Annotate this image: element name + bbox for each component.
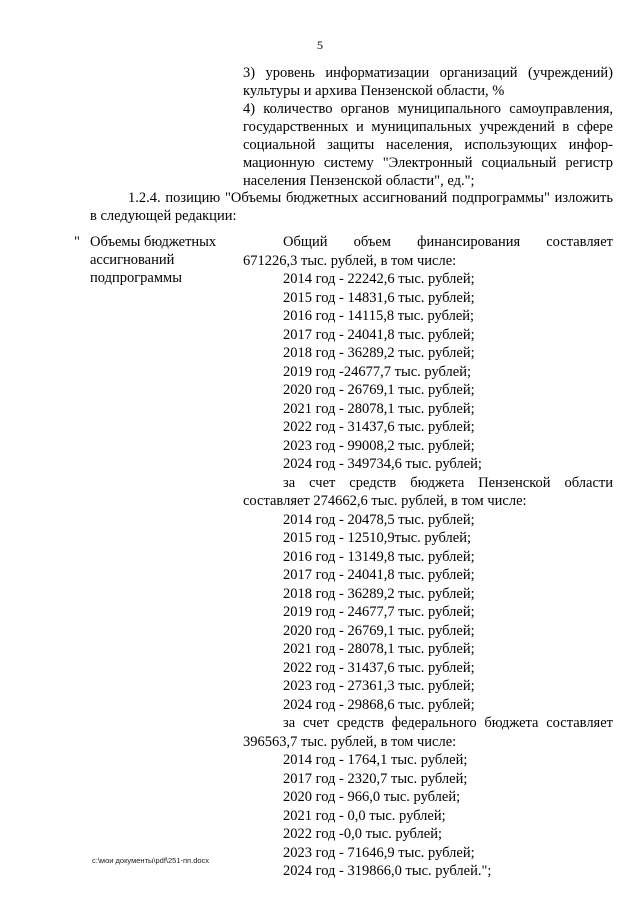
funding-line: 2024 год - 349734,6 тыс. рублей; xyxy=(283,456,482,472)
intro-line: государственных и муниципальных учреждений в сфере xyxy=(243,119,613,135)
funding-line: 2022 год - 31437,6 тыс. рублей; xyxy=(283,419,475,435)
footer-file-path: c:\мои документы\pdf\251-пп.docx xyxy=(92,856,210,865)
funding-line: 2014 год - 1764,1 тыс. рублей; xyxy=(283,752,468,768)
funding-line: за счет средств федерального бюджета составляет xyxy=(283,715,613,731)
funding-line: 2016 год - 13149,8 тыс. рублей; xyxy=(283,548,475,565)
intro-line: социальной защиты населения, использующих инфор- xyxy=(243,137,613,153)
funding-line: 2021 год - 0,0 тыс. рублей; xyxy=(283,807,446,824)
amendment-paragraph xyxy=(90,189,613,225)
intro-line: населения Пензенской области", ед."; xyxy=(243,173,475,189)
funding-line: 396563,7 тыс. рублей, в том числе: xyxy=(243,733,457,750)
intro-line: мационную систему "Электронный социальный регистр xyxy=(243,155,613,171)
funding-line: 2020 год - 966,0 тыс. рублей; xyxy=(283,789,461,805)
funding-line: 2017 год - 24041,8 тыс. рублей; xyxy=(283,567,475,583)
funding-line: 2017 год - 24041,8 тыс. рублей; xyxy=(283,326,475,343)
intro-line: 4) количество органов муниципального самоуправления, xyxy=(243,101,613,117)
opening-quote: " xyxy=(74,234,80,250)
funding-line: 2024 год - 319866,0 тыс. рублей."; xyxy=(283,863,492,879)
funding-line: 2020 год - 26769,1 тыс. рублей; xyxy=(283,382,475,398)
funding-line: 2022 год -0,0 тыс. рублей; xyxy=(283,826,442,842)
funding-line: 2015 год - 14831,6 тыс. рублей; xyxy=(283,289,475,306)
funding-content xyxy=(243,233,613,881)
funding-line: 2023 год - 27361,3 тыс. рублей; xyxy=(283,678,475,694)
funding-line: 2018 год - 36289,2 тыс. рублей; xyxy=(283,585,475,602)
paragraph-line: 1.2.4. позицию "Объемы бюджетных ассигнований подпрограммы" изложить xyxy=(128,190,613,206)
funding-line: 2022 год - 31437,6 тыс. рублей; xyxy=(283,659,475,676)
funding-line: 2014 год - 20478,5 тыс. рублей; xyxy=(283,511,475,528)
funding-line: 2021 год - 28078,1 тыс. рублей; xyxy=(283,641,475,657)
funding-line: составляет 274662,6 тыс. рублей, в том числе: xyxy=(243,493,527,509)
page-number: 5 xyxy=(317,38,323,52)
label-line: подпрограммы xyxy=(90,270,182,286)
funding-line: 2019 год - 24677,7 тыс. рублей; xyxy=(283,604,475,620)
funding-line: 2018 год - 36289,2 тыс. рублей; xyxy=(283,345,475,361)
funding-line: 2020 год - 26769,1 тыс. рублей; xyxy=(283,622,475,639)
funding-line: 2014 год - 22242,6 тыс. рублей; xyxy=(283,271,475,287)
intro-line: культуры и архива Пензенской области, % xyxy=(243,83,505,99)
funding-line: 671226,3 тыс. рублей, в том числе: xyxy=(243,252,457,269)
funding-line: за счет средств бюджета Пензенской области xyxy=(283,474,613,491)
position-label xyxy=(90,233,240,287)
funding-line: 2021 год - 28078,1 тыс. рублей; xyxy=(283,400,475,417)
funding-line: 2015 год - 12510,9тыс. рублей; xyxy=(283,530,471,546)
funding-line: 2023 год - 71646,9 тыс. рублей; xyxy=(283,844,475,861)
funding-line: 2023 год - 99008,2 тыс. рублей; xyxy=(283,437,475,454)
funding-line: Общий объем финансирования составляет xyxy=(283,234,613,250)
funding-line: 2024 год - 29868,6 тыс. рублей; xyxy=(283,696,475,713)
label-line: Объемы бюджетных xyxy=(90,234,217,250)
paragraph-line: в следующей редакции: xyxy=(90,208,237,224)
intro-block xyxy=(243,64,613,190)
funding-line: 2017 год - 2320,7 тыс. рублей; xyxy=(283,770,468,787)
intro-line: 3) уровень информатизации организаций (учреждений) xyxy=(243,65,613,81)
funding-line: 2016 год - 14115,8 тыс. рублей; xyxy=(283,308,475,324)
funding-line: 2019 год -24677,7 тыс. рублей; xyxy=(283,363,471,380)
label-line: ассигнований xyxy=(90,252,175,268)
